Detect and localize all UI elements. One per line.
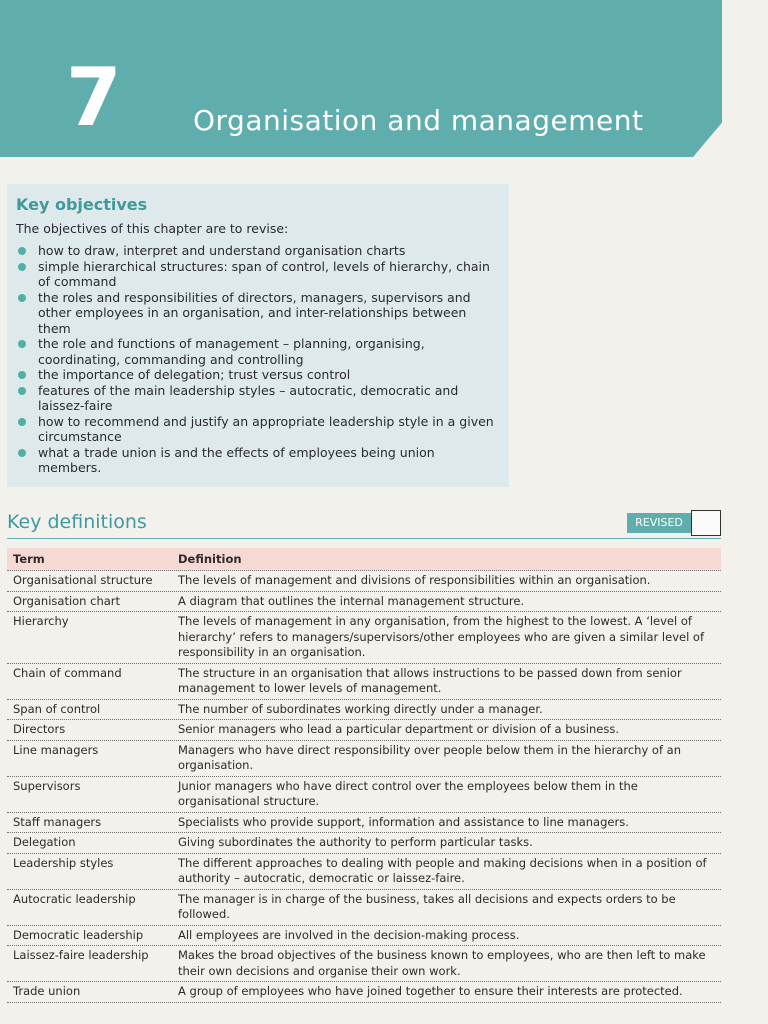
objective-item: the importance of delegation; trust versus control [18,367,498,383]
table-row [7,571,721,592]
definition-cell: A group of employees who have joined together to ensure their interests are protected. [178,984,683,998]
key-objectives-heading: Key objectives [16,195,148,214]
table-row [7,982,721,1003]
term-cell: Leadership styles [13,855,114,870]
table-row [7,700,721,721]
definition-cell: All employees are involved in the decision-making process. [178,927,520,942]
term-cell: Line managers [13,742,99,757]
objective-item: how to recommend and justify an appropriate leadership style in a given circumstance [18,414,498,445]
bullet-icon [18,340,26,348]
definition-cell: The levels of management and divisions of responsibilities within an organisation. [178,573,651,587]
section-divider [7,538,721,539]
term-cell: Democratic leadership [13,927,144,942]
table-row [7,854,721,890]
term-cell: Supervisors [13,778,81,793]
definition-cell: The structure in an organisation that allows instructions to be passed down from senior management to lower levels of management. [178,665,682,695]
objective-item: the roles and responsibilities of directors, managers, supervisors and other employees in an organisation, and inter-relationships between them [18,290,498,337]
definition-cell: The manager is in charge of the business, takes all decisions and expects orders to be followed. [178,891,676,921]
chapter-number: 7 [66,51,122,144]
definition-cell: The number of subordinates working directly under a manager. [178,701,543,716]
bullet-icon [18,387,26,395]
definitions-table [7,548,721,1003]
definition-cell: Junior managers who have direct control over the employees below them in the organisational structure. [178,778,638,808]
definition-cell: Senior managers who lead a particular department or division of a business. [178,722,619,736]
term-cell: Autocratic leadership [13,891,136,906]
term-cell: Staff managers [13,814,102,829]
term-cell: Chain of command [13,665,122,680]
objective-item: how to draw, interpret and understand organisation charts [18,243,498,259]
objective-item: features of the main leadership styles – autocratic, democratic and laissez-faire [18,383,498,414]
term-cell: Span of control [13,701,101,716]
term-column-header: Term [13,552,45,566]
definition-cell: A diagram that outlines the internal management structure. [178,593,525,608]
key-objectives-list [18,243,498,476]
definition-column-header: Definition [178,552,242,566]
bullet-icon [18,263,26,271]
term-cell: Laissez-faire leadership [13,948,149,962]
term-cell: Delegation [13,835,76,849]
chapter-title: Organisation and management [193,104,644,137]
definition-cell: The levels of management in any organisation, from the highest to the lowest. A ‘level of hierarchy’ refers to managers/supervisors/other employees who are given a similar level of responsibility in an organisation. [178,614,705,659]
revised-checkbox[interactable] [691,510,721,536]
table-row [7,664,721,700]
definition-cell: Giving subordinates the authority to perform particular tasks. [178,835,533,849]
table-row [7,720,721,741]
table-row [7,833,721,854]
bullet-icon [18,449,26,457]
definition-cell: Specialists who provide support, information and assistance to line managers. [178,814,629,829]
table-row [7,946,721,982]
term-cell: Organisational structure [13,573,153,587]
definition-cell: The different approaches to dealing with people and making decisions when in a position of authority – autocratic, democratic or laissez-faire. [178,855,707,885]
definition-cell: Makes the broad objectives of the business known to employees, who are then left to make their own decisions and organise their own work. [178,948,706,978]
bullet-icon [18,247,26,255]
table-row [7,612,721,664]
table-row [7,777,721,813]
bullet-icon [18,371,26,379]
objective-item: simple hierarchical structures: span of control, levels of hierarchy, chain of command [18,259,498,290]
bullet-icon [18,418,26,426]
objective-item: what a trade union is and the effects of employees being union members. [18,445,498,476]
term-cell: Organisation chart [13,593,121,608]
table-row [7,926,721,947]
table-row [7,592,721,613]
key-objectives-intro: The objectives of this chapter are to revise: [16,221,289,236]
definitions-table-header [7,548,721,571]
term-cell: Directors [13,722,66,736]
term-cell: Hierarchy [13,614,69,628]
key-definitions-heading: Key definitions [7,511,147,533]
table-row [7,741,721,777]
bullet-icon [18,294,26,302]
table-row [7,890,721,926]
term-cell: Trade union [13,984,81,998]
objective-item: the role and functions of management – planning, organising, coordinating, commanding and controlling [18,336,498,367]
table-row [7,813,721,834]
definition-cell: Managers who have direct responsibility over people below them in the hierarchy of an organisation. [178,742,682,772]
definitions-table-body [7,571,721,1003]
revised-label: REVISED [627,513,691,533]
